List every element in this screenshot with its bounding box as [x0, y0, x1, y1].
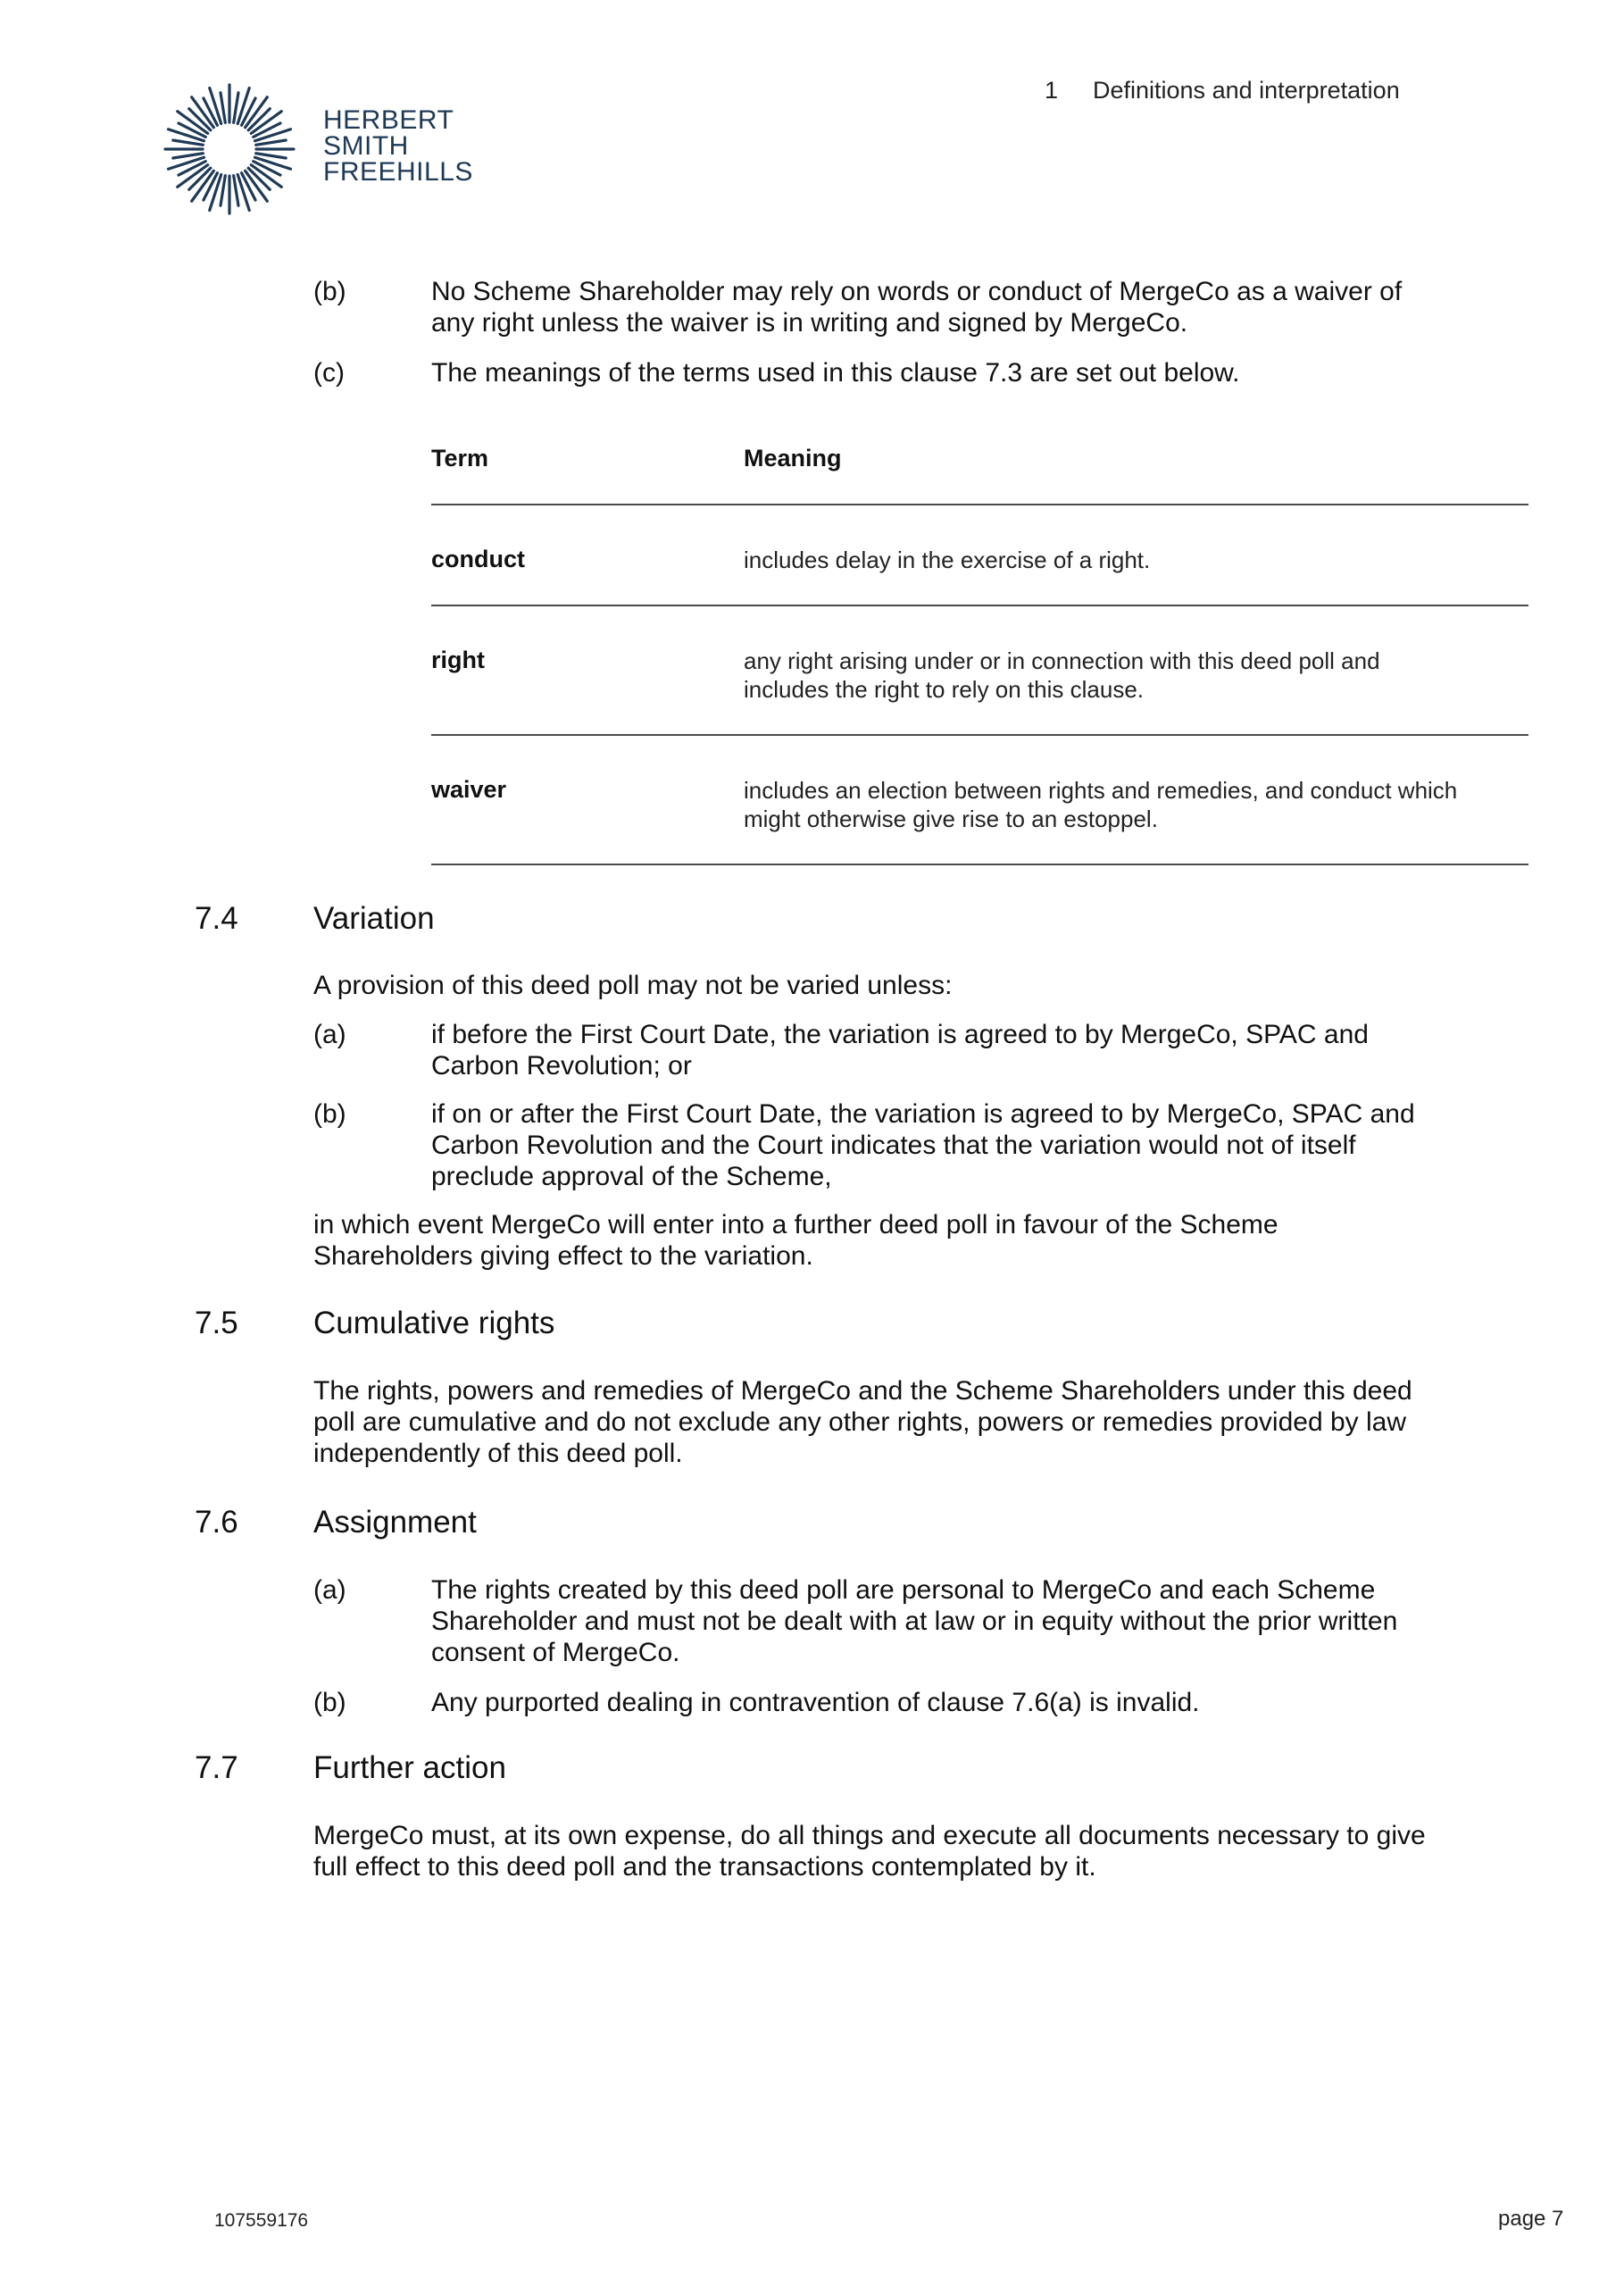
clause-label-b: (b)	[313, 277, 346, 306]
section-number-7-5: 7.5	[195, 1306, 238, 1340]
further-action-text: MergeCo must, at its own expense, do all things and execute all documents necessary to give full effect to this deed poll and the transactions contemplated by it.	[313, 1821, 1426, 1882]
table-row-meaning: any right arising under or in connection with this deed poll and includes the right to rely on this clause.	[744, 647, 1380, 703]
assignment-text-a: The rights created by this deed poll are personal to MergeCo and each Scheme Shareholder and must not be dealt with at law or in equity without the prior written consent of MergeCo.	[431, 1575, 1398, 1667]
table-row-term: waiver	[431, 776, 507, 803]
variation-tail: in which event MergeCo will enter into a further deed poll in favour of the Scheme Shareholders giving effect to the variation.	[313, 1210, 1278, 1271]
table-rule	[431, 605, 1528, 606]
table-header-term: Term	[431, 445, 489, 472]
variation-label-b: (b)	[313, 1099, 346, 1129]
variation-lead: A provision of this deed poll may not be varied unless:	[313, 971, 953, 1000]
section-title-variation: Variation	[313, 901, 435, 936]
table-rule	[431, 504, 1528, 505]
variation-label-a: (a)	[313, 1020, 346, 1049]
page-number: page 7	[1498, 2207, 1564, 2231]
section-number-7-7: 7.7	[195, 1750, 238, 1785]
section-title-cumulative-rights: Cumulative rights	[313, 1306, 555, 1340]
running-header-title: Definitions and interpretation	[1093, 77, 1400, 104]
table-row-term: right	[431, 647, 485, 673]
table-row-term: conduct	[431, 546, 525, 572]
logo-line-3: FREEHILLS	[323, 157, 473, 187]
section-number-7-6: 7.6	[195, 1505, 238, 1540]
table-rule	[431, 734, 1528, 736]
section-number-7-4: 7.4	[195, 901, 238, 936]
table-row-meaning: includes delay in the exercise of a right.	[744, 547, 1151, 573]
table-rule	[431, 864, 1528, 865]
running-header-number: 1	[1045, 77, 1059, 104]
running-header	[1045, 77, 1400, 104]
logo-line-1: HERBERT	[323, 105, 454, 135]
table-header-meaning: Meaning	[744, 445, 842, 472]
variation-text-a: if before the First Court Date, the variation is agreed to by MergeCo, SPAC and Carbon Revolution; or	[431, 1020, 1369, 1081]
clause-text-c: The meanings of the terms used in this clause 7.3 are set out below.	[431, 358, 1240, 388]
logo-line-2: SMITH	[323, 131, 409, 161]
assignment-text-b: Any purported dealing in contravention of clause 7.6(a) is invalid.	[431, 1688, 1200, 1717]
section-title-assignment: Assignment	[313, 1505, 477, 1540]
document-id: 107559176	[214, 2210, 309, 2231]
herbert-smith-freehills-logo-icon	[162, 82, 296, 216]
clause-text-b: No Scheme Shareholder may rely on words or conduct of MergeCo as a waiver of any right unless the waiver is in writing and signed by MergeCo.	[431, 277, 1403, 338]
table-row-meaning: includes an election between rights and remedies, and conduct which might otherwise give rise to an estoppel.	[744, 777, 1458, 832]
assignment-label-b: (b)	[313, 1688, 346, 1717]
clause-label-c: (c)	[313, 358, 345, 388]
assignment-label-a: (a)	[313, 1575, 346, 1605]
cumulative-rights-text: The rights, powers and remedies of MergeCo and the Scheme Shareholders under this deed poll are cumulative and do not exclude any other rights, powers or remedies provided by law independently of this deed poll.	[313, 1376, 1412, 1468]
logo-wordmark	[323, 107, 473, 185]
variation-text-b: if on or after the First Court Date, the variation is agreed to by MergeCo, SPAC and Carbon Revolution and the Court indicates that the variation would not of itself preclude approval of the Scheme,	[431, 1099, 1415, 1191]
section-title-further-action: Further action	[313, 1750, 506, 1785]
